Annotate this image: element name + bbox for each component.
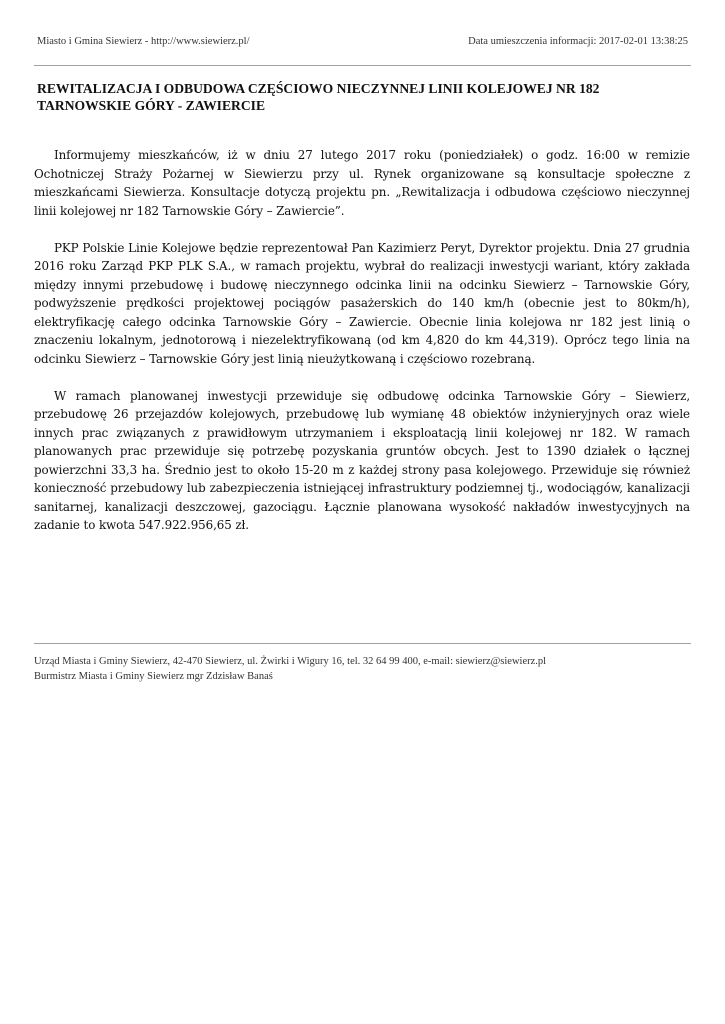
article-paragraph-3: W ramach planowanej inwestycji przewiduje się odbudowę odcinka Tarnowskie Góry – Siewierz, przebudowę 26 przejazdów kolejowych, przebudowę lub wymianę 48 obiektów inżynieryjnych oraz wiele innych prac związanych z prawidłowym utrzymaniem i eksploatacją linii kolejowej nr 182. W ramach planowanych prac przewiduje się potrzebę pozyskania gruntów obcych. Jest to 1390 działek o łącznej powierzchni 33,3 ha. Średnio jest to około 15-20 m z każdej strony pasa kolejowego. Przewiduje się również konieczność przebudowy lub zabezpieczenia istniejącej infrastruktury podziemnej tj., wodociągów, kanalizacji sanitarnej, kanalizacji deszczowej, gazociągu. Łącznie planowana wysokość nakładów inwestycyjnych na zadanie to kwota 547.922.956,65 zł. [34, 388, 690, 532]
article-title [37, 80, 677, 114]
site-url[interactable]: Miasto i Gmina Siewierz - http://www.siewierz.pl/ [37, 36, 250, 47]
page-footer [34, 654, 546, 684]
footer-divider [34, 643, 691, 644]
header-divider [34, 65, 691, 66]
article-paragraph-1: Informujemy mieszkańców, iż w dniu 27 lutego 2017 roku (poniedziałek) o godz. 16:00 w remizie Ochotniczej Straży Pożarnej w Siewierzu przy ul. Rynek organizowane są konsultacje społeczne z mieszkańcami Siewierza. Konsultacje dotyczą projektu pn. „Rewitalizacja i odbudowa częściowo nieczynnej linii kolejowej nr 182 Tarnowskie Góry – Zawiercie”. [34, 148, 690, 218]
publication-date: Data umieszczenia informacji: 2017-02-01 13:38:25 [468, 36, 688, 47]
office-address: Urząd Miasta i Gminy Siewierz, 42-470 Siewierz, ul. Żwirki i Wigury 16, tel. 32 64 99 400, e-mail: siewierz@siewierz.pl [34, 656, 547, 667]
article-paragraph-2: PKP Polskie Linie Kolejowe będzie reprezentował Pan Kazimierz Peryt, Dyrektor projektu. Dnia 27 grudnia 2016 roku Zarząd PKP PLK S.A., w ramach projektu, wybrał do realizacji inwestycji wariant, który zakłada między innymi przebudowę i budowę nieczynnego odcinka linii na odcinku Siewierz – Tarnowskie Góry, podwyższenie prędkości projektowej pociągów pasażerskich do 140 km/h (obecnie jest to 80km/h), elektryfikację całego odcinka Tarnowskie Góry – Zawiercie. Obecnie linia kolejowa nr 182 jest linią o znaczeniu lokalnym, jednotorową i niezelektryfikowaną (od km 4,820 do km 44,319). Oprócz tego linia na odcinku Siewierz – Tarnowskie Góry jest linią nieużytkowaną i częściowo rozebraną. [34, 240, 690, 366]
article-body [34, 146, 690, 553]
page-header [37, 36, 688, 52]
article-title-line-1: REWITALIZACJA I ODBUDOWA CZĘŚCIOWO NIECZYNNEJ LINII KOLEJOWEJ NR 182 [37, 81, 600, 96]
article-title-line-2: TARNOWSKIE GÓRY - ZAWIERCIE [37, 98, 266, 113]
mayor-line: Burmistrz Miasta i Gminy Siewierz mgr Zdzisław Banaś [34, 671, 273, 682]
